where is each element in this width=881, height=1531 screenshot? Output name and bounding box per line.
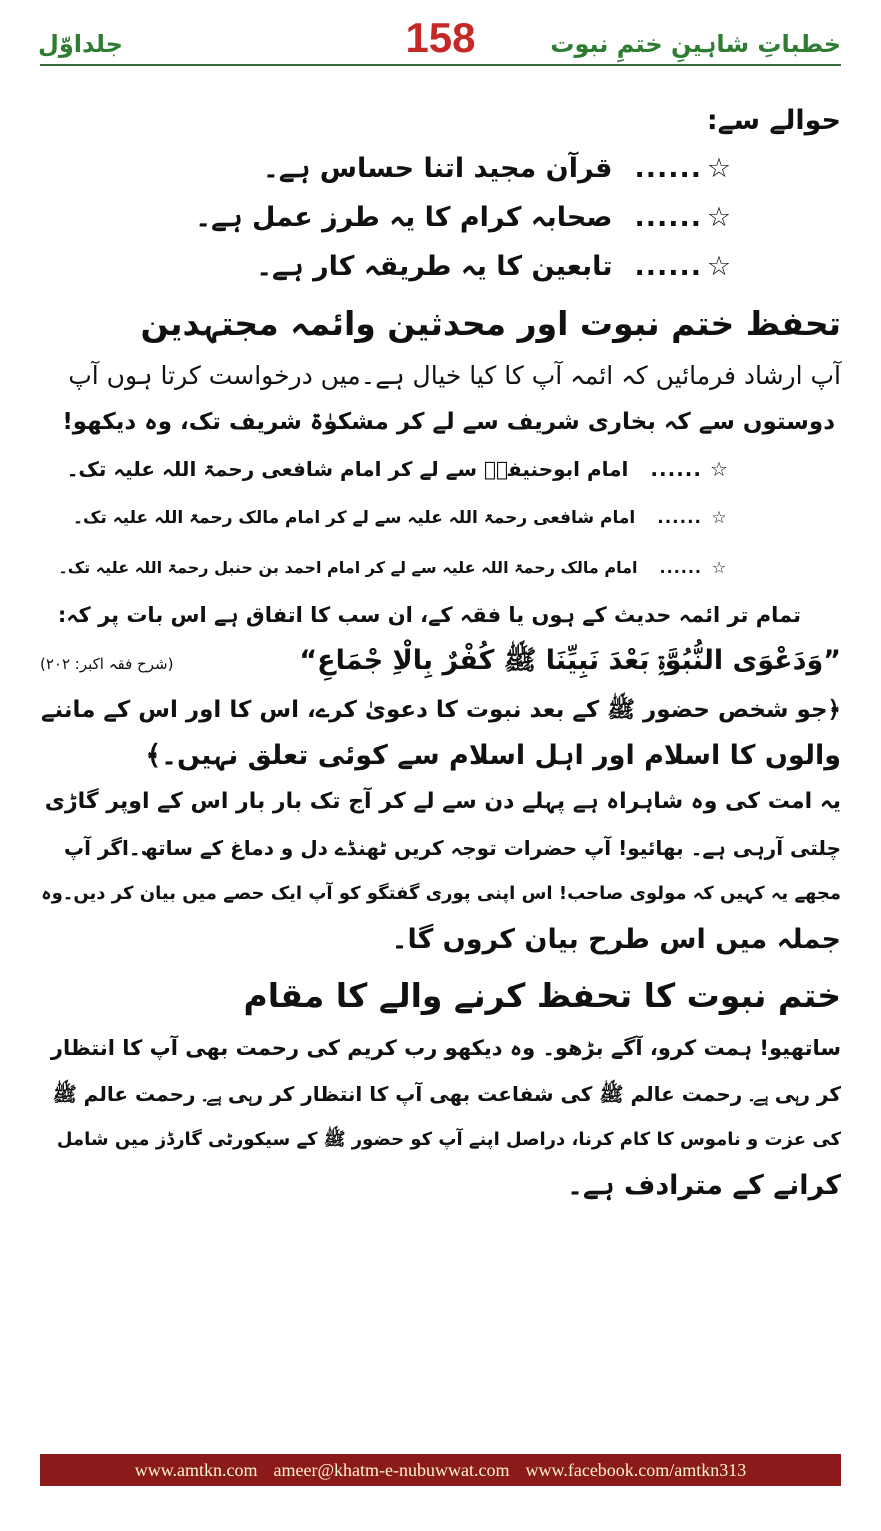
page-header <box>0 0 881 66</box>
star-icon: ☆ <box>706 202 732 233</box>
paragraph-line: کرانے کے مترادف ہے۔ <box>567 1170 841 1201</box>
leader-dots: ...... <box>634 251 702 282</box>
list-item <box>40 242 841 291</box>
quote-reference: (شرح فقہ اکبر: ۲۰۲) <box>40 655 174 673</box>
list-item-text: صحابہ کرام کا یہ طرز عمل ہے۔ <box>195 202 613 233</box>
list-item <box>40 144 841 193</box>
paragraph-line: کی عزت و ناموس کا کام کرنا، دراصل اپنے آپ کو حضور ﷺ کے سیکورٹی گارڈز میں شامل <box>56 1129 841 1150</box>
translation-line: ﴿جو شخص حضور ﷺ کے بعد نبوت کا دعویٰ کرے، اس کا اور اس کے ماننے <box>41 697 841 723</box>
star-icon: ☆ <box>710 457 728 481</box>
translation-line: والوں کا اسلام اور اہل اسلام سے کوئی تعلق نہیں۔﴾ <box>145 740 841 771</box>
leader-dots: ...... <box>650 457 702 481</box>
paragraph-line: جملہ میں اس طرح بیان کروں گا۔ <box>391 924 841 955</box>
paragraph-line: کر رہی ہے۔ رحمت عالم ﷺ کی شفاعت بھی آپ کا انتظار کر رہی ہے۔ رحمت عالم ﷺ <box>52 1082 841 1106</box>
paragraph-line: ساتھیو! ہمت کرو، آگے بڑھو۔ وہ دیکھو رب کریم کی رحمت بھی آپ کا انتظار <box>50 1036 841 1060</box>
paragraph-line: آپ ارشاد فرمائیں کہ ائمہ آپ کا کیا خیال ہے۔میں درخواست کرتا ہوں آپ <box>68 361 841 390</box>
list-item <box>40 445 841 494</box>
section-heading: تحفظ ختم نبوت اور محدثین وائمہ مجتہدین <box>140 304 841 343</box>
arabic-quote: ”وَدَعْوَی النُّبُوَّۃِ بَعْدَ نَبِیِّنَا ﷺ کُفْرٌ بِالْاِ جْمَاعِ“ <box>299 645 841 676</box>
header-divider <box>40 64 841 66</box>
list-item <box>40 543 841 592</box>
list-item <box>40 494 841 543</box>
leader-dots: ...... <box>634 202 702 233</box>
leader-dots: ...... <box>657 508 702 528</box>
page-body <box>40 98 841 1209</box>
paragraph-line: مجھے یہ کہیں کہ مولوی صاحب! اس اپنی پوری گفتگو کو آپ ایک حصے میں بیان کر دیں۔وہ <box>41 883 841 904</box>
star-icon: ☆ <box>711 508 727 528</box>
arabic-quote-row <box>40 638 841 687</box>
leader-dots: ...... <box>659 558 702 577</box>
bullet-list-1 <box>40 144 841 291</box>
list-item-text: قرآن مجید اتنا حساس ہے۔ <box>262 153 613 184</box>
star-icon: ☆ <box>706 251 732 282</box>
intro-line: حوالے سے: <box>706 105 841 136</box>
consensus-line: تمام تر ائمہ حدیث کے ہوں یا فقہ کے، ان سب کا اتفاق ہے اس بات پر کہ: <box>57 603 801 627</box>
facebook-link[interactable]: www.facebook.com/amtkn313 <box>525 1459 747 1480</box>
section-heading: ختم نبوت کا تحفظ کرنے والے کا مقام <box>243 976 841 1015</box>
bullet-list-2 <box>40 445 841 592</box>
volume-label: جلداوّل <box>38 30 123 58</box>
leader-dots: ...... <box>634 153 702 184</box>
star-icon: ☆ <box>706 153 732 184</box>
paragraph-line: چلتی آرہی ہے۔ بھائیو! آپ حضرات توجہ کریں ٹھنڈے دل و دماغ کے ساتھ۔اگر آپ <box>64 836 841 860</box>
list-item-text: امام شافعی رحمۃ اللہ علیہ سے لے کر امام مالک رحمۃ اللہ علیہ تک۔ <box>73 508 636 528</box>
page-number: 158 <box>405 14 476 61</box>
list-item <box>40 193 841 242</box>
list-item-text: امام مالک رحمۃ اللہ علیہ سے لے کر امام احمد بن حنبل رحمۃ اللہ علیہ تک۔ <box>58 558 638 577</box>
paragraph-line: دوستوں سے کہ بخاری شریف سے لے کر مشکوٰۃ شریف تک، وہ دیکھو! <box>62 409 835 435</box>
list-item-text: امام ابوحنیفہؒ سے لے کر امام شافعی رحمۃ اللہ علیہ تک۔ <box>66 457 629 481</box>
book-title: خطباتِ شاہینِ ختمِ نبوت <box>550 30 841 58</box>
list-item-text: تابعین کا یہ طریقہ کار ہے۔ <box>256 251 613 282</box>
paragraph-line: یہ امت کی وہ شاہراہ ہے پہلے دن سے لے کر آج تک بار بار اس کے اوپر گاڑی <box>44 789 841 814</box>
star-icon: ☆ <box>711 558 727 577</box>
email-link[interactable]: ameer@khatm-e-nubuwwat.com <box>273 1459 510 1480</box>
page-footer <box>40 1454 841 1486</box>
website-link[interactable]: www.amtkn.com <box>134 1459 258 1480</box>
